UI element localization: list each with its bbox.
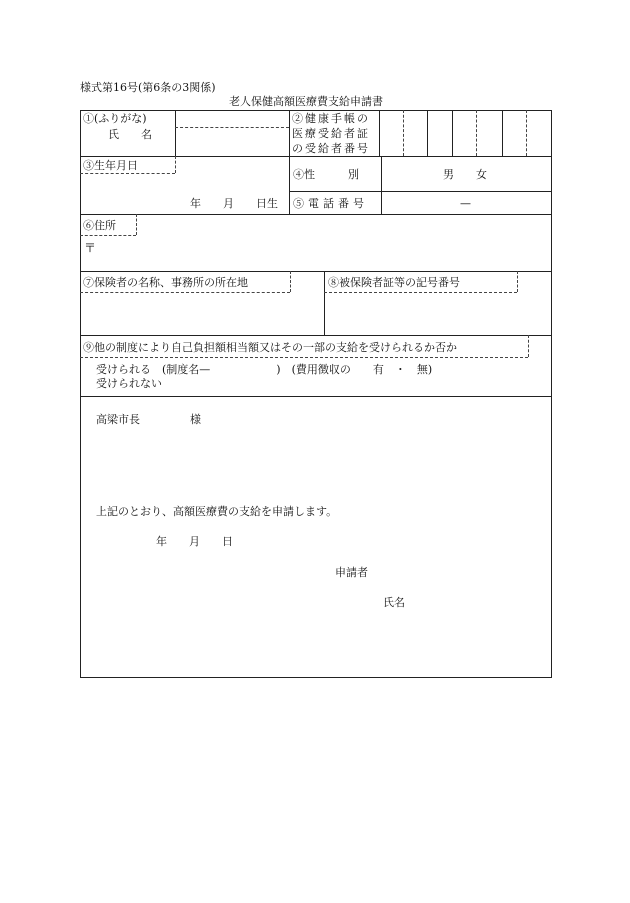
digit-box-divider: [379, 110, 380, 156]
phone-label: ⑤電話番号: [293, 197, 368, 210]
furigana-label: ①(ふりがな): [83, 112, 147, 125]
digit-box-divider: [526, 110, 527, 156]
sex-options: 男 女: [443, 168, 487, 181]
birth-date-label: ③生年月日: [83, 159, 138, 172]
row-divider: [80, 271, 552, 272]
applicant-label: 申請者: [335, 566, 368, 579]
col-divider: [381, 156, 382, 214]
col-divider: [175, 110, 176, 156]
insurer-label: ⑦保険者の名称、事務所の所在地: [83, 276, 248, 289]
digit-box-divider: [476, 110, 477, 156]
other-system-label: ⑨他の制度により自己負担額相当額又はその一部の支給を受けられるか否か: [83, 341, 457, 354]
row-divider: [80, 214, 552, 215]
sex-label: ④性 別: [293, 168, 359, 181]
phone-separator: —: [460, 197, 471, 210]
row-divider: [80, 156, 552, 157]
address-label: ⑥住所: [83, 219, 116, 232]
insured-number-label: ⑧被保険者証等の記号番号: [328, 276, 460, 289]
certificate-label-line-2: 医療受給者証: [292, 127, 370, 140]
certificate-label-line-1: ②健康手帳の: [292, 112, 370, 125]
digit-box-divider: [452, 110, 453, 156]
certificate-label-line-3: の受給者番号: [292, 142, 370, 155]
col-divider: [324, 271, 325, 335]
digit-box-divider: [427, 110, 428, 156]
form-number: 様式第16号(第6条の3関係): [80, 81, 216, 94]
application-date-format: 年 月 日: [156, 535, 233, 548]
form-frame: [80, 110, 552, 678]
applicant-name-label: 氏名: [383, 596, 405, 609]
digit-box-divider: [502, 110, 503, 156]
col-divider: [289, 110, 290, 214]
postal-mark: 〒: [84, 241, 97, 255]
application-statement: 上記のとおり、高額医療費の支給を申請します。: [96, 505, 338, 518]
birth-date-format: 年 月 日生: [190, 197, 278, 210]
row-divider: [80, 335, 552, 336]
not-receivable-line: 受けられない: [96, 377, 162, 390]
receivable-line: 受けられる (制度名— ) (費用徴収の 有 ・ 無): [96, 363, 433, 376]
addressee: 高梁市長: [96, 413, 140, 426]
honorific: 様: [190, 413, 201, 426]
form-title: 老人保健高額医療費支給申請書: [229, 95, 383, 108]
row-divider: [80, 396, 552, 397]
sex-phone-divider: [289, 191, 552, 192]
name-label: 氏 名: [108, 128, 152, 141]
digit-box-divider: [403, 110, 404, 156]
furigana-divider: [175, 127, 289, 128]
